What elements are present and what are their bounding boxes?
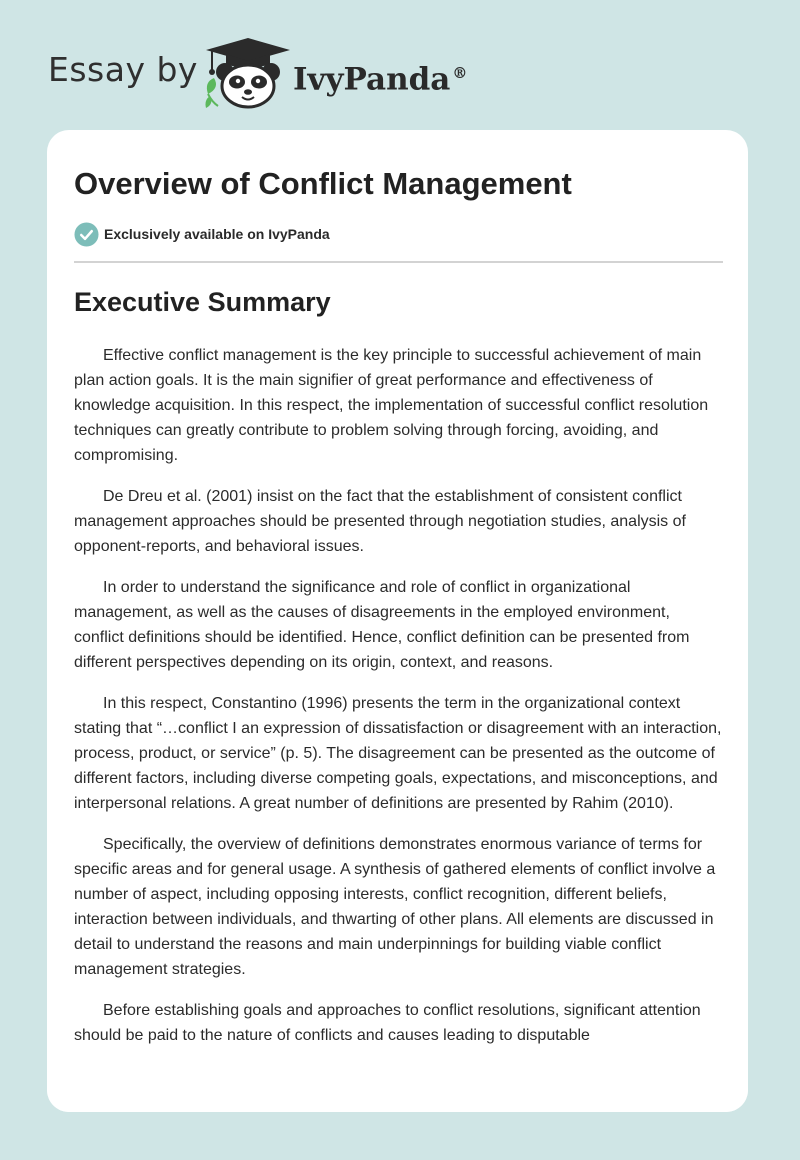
- brand-name-text: IvyPanda: [293, 61, 451, 98]
- section-heading: Executive Summary: [74, 287, 331, 317]
- check-circle-icon: [74, 222, 99, 247]
- exclusive-badge: [74, 221, 330, 247]
- registered-mark: ®: [452, 64, 468, 82]
- card-bottom-mask: [47, 1074, 748, 1112]
- essay-by-label: Essay by: [48, 50, 198, 89]
- article-card: [47, 130, 748, 1112]
- paragraph: Before establishing goals and approaches to conflict resolutions, significant attention should be paid to the nature of conflicts and causes leading to disputable: [74, 1002, 701, 1044]
- page-title: Overview of Conflict Management: [74, 166, 572, 201]
- exclusive-badge-label: Exclusively available on IvyPanda: [104, 226, 330, 242]
- paragraph: Specifically, the overview of definitions demonstrates enormous variance of terms for specific areas and for general usage. A synthesis of gathered elements of conflict involve a number of aspect, including opposing interests, conflict recognition, different beliefs, interaction between individuals, and thwarting of other plans. All elements are discussed in detail to understand the reasons and main underpinnings for building viable conflict management strategies.: [74, 836, 716, 978]
- paragraph: Effective conflict management is the key principle to successful achievement of main plan action goals. It is the main signifier of great performance and effectiveness of knowledge acquisition. In this respect, the implementation of successful conflict resolution techniques can greatly contribute to problem solving through forcing, avoiding, and compromising.: [74, 347, 709, 464]
- title-divider: [74, 261, 723, 263]
- site-header: [0, 0, 800, 130]
- paragraph: In this respect, Constantino (1996) presents the term in the organizational context stating that “…conflict I an expression of dissatisfaction or disagreement with an interaction, process, product, or service” (p. 5). The disagreement can be presented as the outcome of different factors, including diverse competing goals, expectations, and misconceptions, and interpersonal relations. A great number of definitions are presented by Rahim (2010).: [74, 695, 722, 812]
- paragraph: In order to understand the significance and role of conflict in organizational management, as well as the causes of disagreements in the employed environment, conflict definitions should be identified. Hence, conflict definition can be presented from different perspectives depending on its origin, context, and reasons.: [74, 579, 690, 671]
- brand-name[interactable]: [293, 53, 467, 99]
- article-body: [74, 343, 723, 1064]
- paragraph: De Dreu et al. (2001) insist on the fact that the establishment of consistent conflict management approaches should be presented through negotiation studies, analysis of opponent-reports, and behavioral issues.: [74, 488, 686, 555]
- panda-graduate-icon[interactable]: [200, 36, 292, 110]
